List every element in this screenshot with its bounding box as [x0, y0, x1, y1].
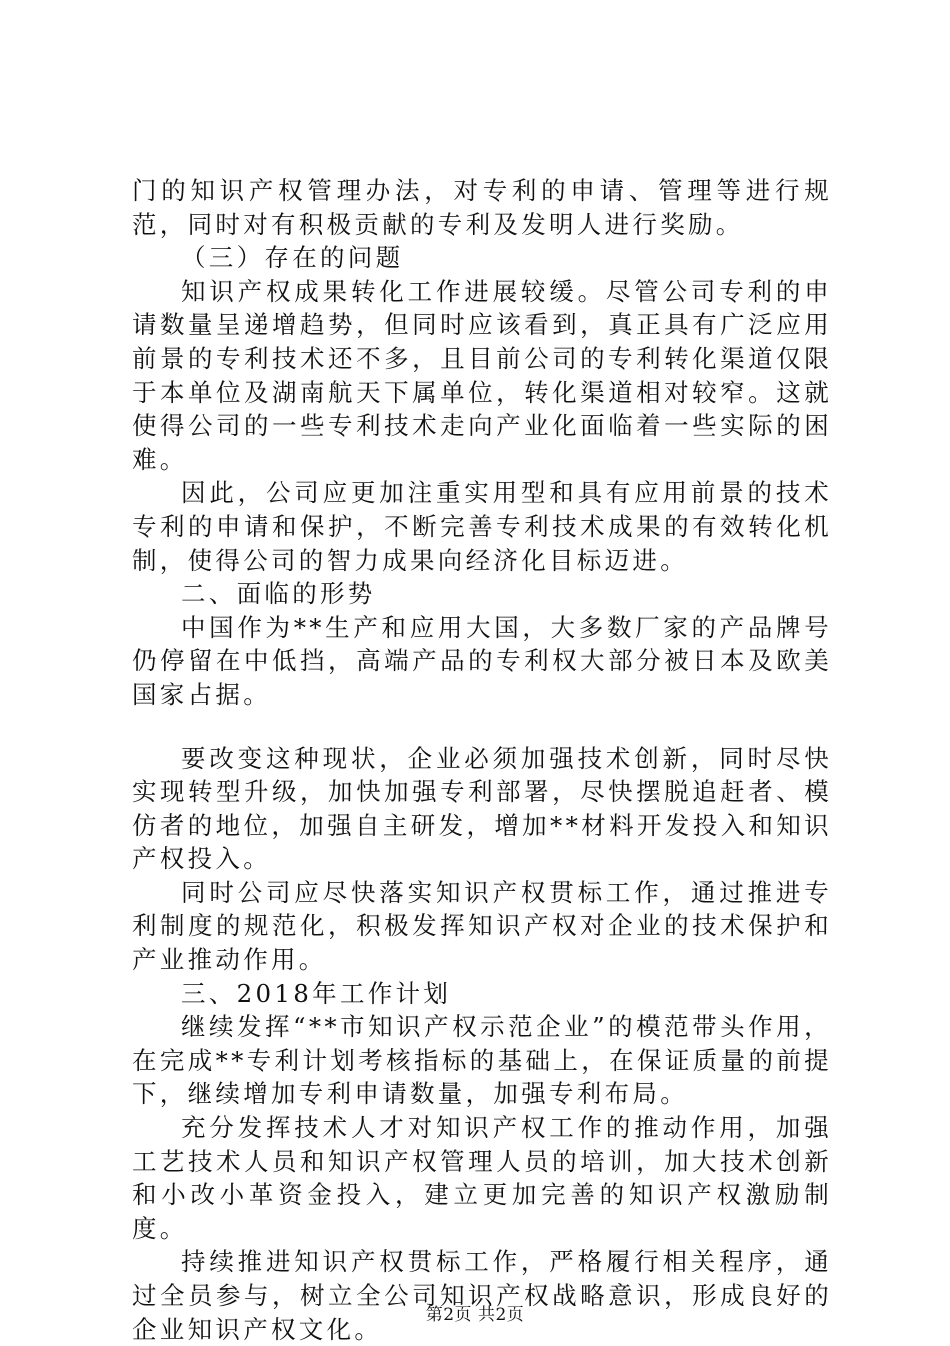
- paragraph-continuation: 门的知识产权管理办法，对专利的申请、管理等进行规范，同时对有积极贡献的专利及发明人进行奖励。: [132, 176, 832, 239]
- paragraph-situation: 中国作为**生产和应用大国，大多数厂家的产品牌号仍停留在中低挡，高端产品的专利权大部分被日本及欧美国家占据。: [132, 612, 832, 709]
- section-heading-situation: 二、面临的形势: [181, 579, 376, 609]
- section-heading-problems: （三）存在的问题: [181, 243, 404, 273]
- paragraph-conclusion: 因此，公司应更加注重实用型和具有应用前景的技术专利的申请和保护，不断完善专利技术成果的有效转化机制，使得公司的智力成果向经济化目标迈进。: [132, 478, 832, 575]
- paragraph-plan-2: 充分发挥技术人才对知识产权工作的推动作用，加强工艺技术人员和知识产权管理人员的培训，加大技术创新和小改小革资金投入，建立更加完善的知识产权激励制度。: [132, 1113, 832, 1243]
- document-body: [132, 174, 832, 1346]
- page-footer: 第2页 共2页: [425, 1305, 525, 1325]
- paragraph-problem-description: 知识产权成果转化工作进展较缓。尽管公司专利的申请数量呈递增趋势，但同时应该看到，真正具有广泛应用前景的专利技术还不多，且目前公司的专利转化渠道仅限于本单位及湖南航天下属单位，转化渠道相对较窄。这就使得公司的一些专利技术走向产业化面临着一些实际的困难。: [132, 276, 832, 474]
- section-heading-plan: 三、2018年工作计划: [181, 978, 452, 1008]
- paragraph-plan-3: 持续推进知识产权贯标工作，严格履行相关程序，通过全员参与，树立全公司知识产权战略意识，形成良好的企业知识产权文化。: [132, 1247, 832, 1344]
- paragraph-transformation: 要改变这种现状，企业必须加强技术创新，同时尽快实现转型升级，加快加强专利部署，尽快摆脱追赶者、模仿者的地位，加强自主研发，增加**材料开发投入和知识产权投入。: [132, 743, 832, 874]
- paragraph-plan-1: 继续发挥“**市知识产权示范企业”的模范带头作用，在完成**专利计划考核指标的基础上，在保证质量的前提下，继续增加专利申请数量，加强专利布局。: [132, 1012, 832, 1109]
- paragraph-standardization: 同时公司应尽快落实知识产权贯标工作，通过推进专利制度的规范化，积极发挥知识产权对企业的技术保护和产业推动作用。: [132, 877, 832, 975]
